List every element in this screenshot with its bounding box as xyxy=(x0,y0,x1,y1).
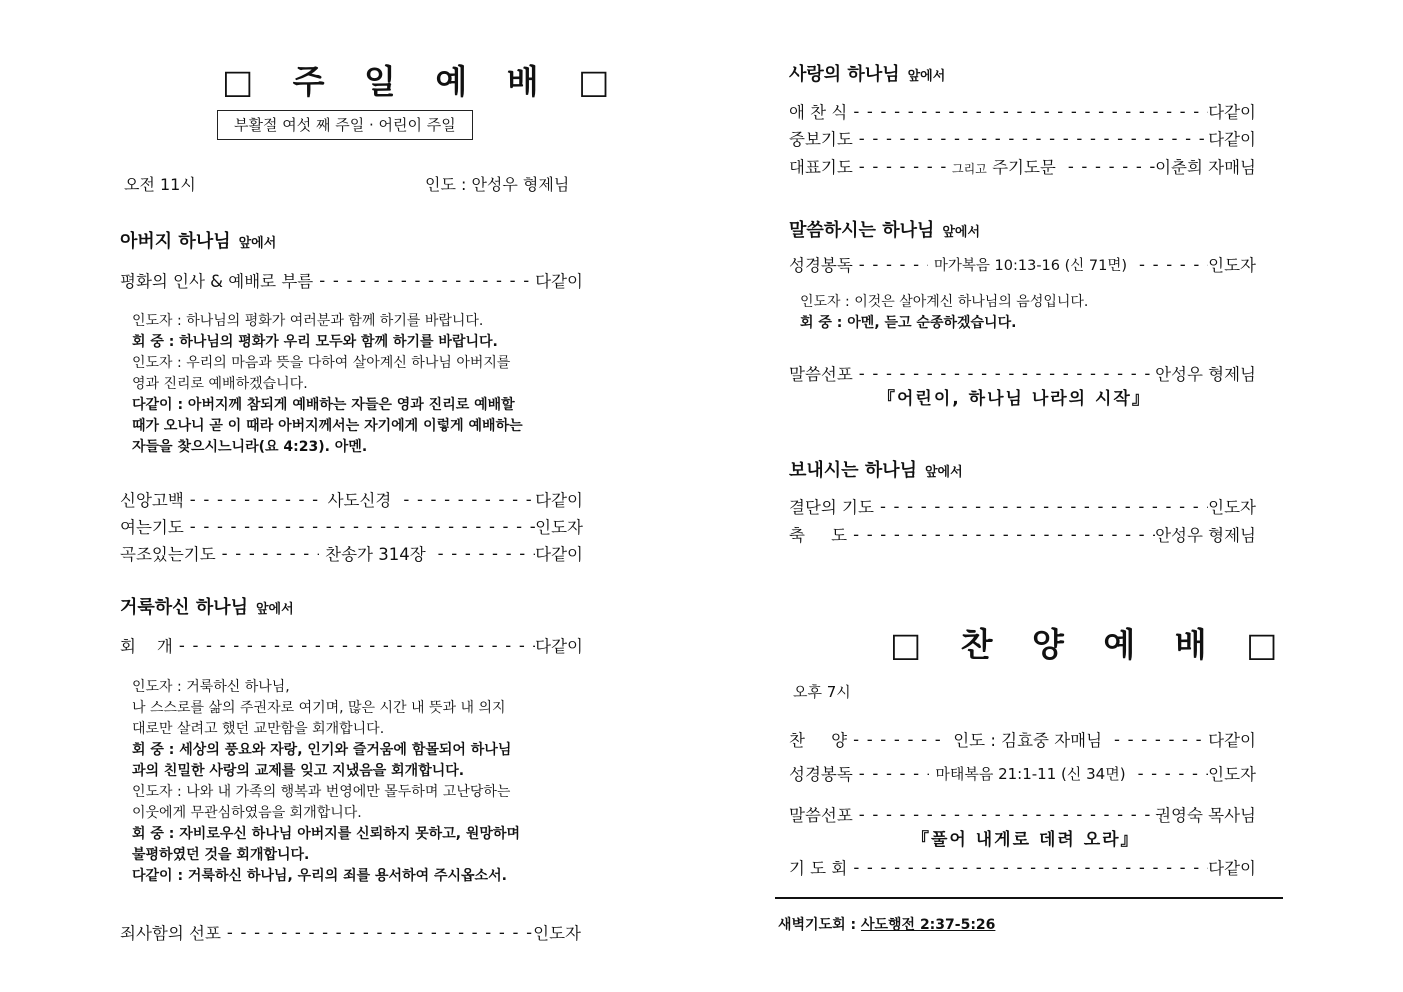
repentance-responsive-reading xyxy=(132,677,520,887)
dawn-prayer-note xyxy=(778,914,995,934)
decision-prayer-row: 결단의 기도 - - - 인도자 xyxy=(789,494,1256,518)
resp-line: 때가 오나니 곧 이 때라 아버지께서는 자기에게 이렇게 예배하는 xyxy=(132,418,523,434)
resp-line: 불평하였던 것을 회개합니다. xyxy=(132,847,310,863)
service-time: 오전 11시 xyxy=(124,175,196,194)
resp-line: 이웃에게 무관심하였음을 회개합니다. xyxy=(132,805,362,821)
resp-line: 과의 친밀한 사랑의 교제를 잊고 지냈음을 회개합니다. xyxy=(132,763,465,779)
section-heading-word: 말씀하시는 하나님 앞에서 xyxy=(789,220,981,241)
greeting-row: 평화의 인사 & 예배로 부름 - - - 다같이 xyxy=(120,268,583,292)
resp-line: 대로만 살려고 했던 교만함을 회개합니다. xyxy=(132,721,385,737)
resp-line: 인도자 : 거룩하신 하나님, xyxy=(132,679,290,695)
scripture-reading-row: 성경봉독 - - - 마가복음 10:13-16 (신 71면) - - - 인도자 xyxy=(789,252,1256,276)
resp-line: 나 스스로를 삶의 주권자로 여기며, 많은 시간 내 뜻과 내 의지 xyxy=(132,700,506,716)
resp-line: 인도자 : 하나님의 평화가 여러분과 함께 하기를 바랍니다. xyxy=(132,313,484,329)
resp-line: 인도자 : 나와 내 가족의 행복과 번영에만 몰두하며 고난당하는 xyxy=(132,784,511,800)
service-subtitle: 부활절 여섯 째 주일 · 어린이 주일 xyxy=(217,110,473,140)
sermon-title: 『어린이, 하나님 나라의 시작』 xyxy=(878,389,1151,409)
word-responsive-reading xyxy=(800,292,1088,334)
hymn-prayer-row: 곡조있는기도 - - - 찬송가 314장 - - - 다같이 xyxy=(120,541,583,565)
praise-time: 오후 7시 xyxy=(793,683,851,701)
resp-line: 다같이 : 거룩하신 하나님, 우리의 죄를 용서하여 주시옵소서. xyxy=(132,868,507,884)
footer-divider xyxy=(775,897,1283,899)
resp-line: 영과 진리로 예배하겠습니다. xyxy=(132,376,308,392)
sermon-row: 말씀선포 - - - 안성우 형제님 xyxy=(789,361,1256,385)
resp-line: 회 중 : 자비로우신 하나님 아버지를 신뢰하지 못하고, 원망하며 xyxy=(132,826,521,842)
section-heading-father: 아버지 하나님 앞에서 xyxy=(120,231,277,252)
section-heading-holy: 거룩하신 하나님 앞에서 xyxy=(120,597,294,618)
resp-line: 다같이 : 아버지께 참되게 예배하는 자들은 영과 진리로 예배할 xyxy=(132,397,515,413)
praise-reading-row: 성경봉독 - - - 마태복음 21:1-11 (신 34면) - - - 인도자 xyxy=(789,761,1256,785)
intercession-row: 중보기도 - - - 다같이 xyxy=(789,126,1256,150)
greeting-responsive-reading xyxy=(132,311,523,458)
repentance-row: 회 개 - - - 다같이 xyxy=(120,633,583,657)
benediction-row: 축 도 - - - 안성우 형제님 xyxy=(789,522,1256,546)
resp-line: 회 중 : 하나님의 평화가 우리 모두와 함께 하기를 바랍니다. xyxy=(132,334,498,350)
dawn-prayer-label: 새벽기도회 : xyxy=(778,917,857,933)
opening-prayer-row: 여는기도 - - - 인도자 xyxy=(120,514,583,538)
absolution-row: 죄사함의 선포 - - - 인도자 xyxy=(120,920,581,944)
prayer-meeting-row: 기 도 회 - - - 다같이 xyxy=(789,855,1256,879)
resp-line: 인도자 : 우리의 마음과 뜻을 다하여 살아계신 하나님 아버지를 xyxy=(132,355,511,371)
section-heading-sending: 보내시는 하나님 앞에서 xyxy=(789,460,963,481)
resp-line: 회 중 : 세상의 풍요와 자랑, 인기와 즐거움에 함몰되어 하나님 xyxy=(132,742,512,758)
resp-line: 회 중 : 아멘, 듣고 순종하겠습니다. xyxy=(800,315,1017,331)
main-service-title: □ 주 일 예 배 □ xyxy=(222,62,624,101)
resp-line: 자들을 찾으시느니라(요 4:23). 아멘. xyxy=(132,439,368,455)
section-heading-love: 사랑의 하나님 앞에서 xyxy=(789,64,946,85)
praise-sermon-row: 말씀선포 - - - 권영숙 목사님 xyxy=(789,802,1256,826)
representative-prayer-row: 대표기도 - - - 그리고 주기도문 - - - 이춘희 자매님 xyxy=(789,154,1256,178)
love-feast-row: 애 찬 식 - - - 다같이 xyxy=(789,99,1256,123)
praise-service-title: □ 찬 양 예 배 □ xyxy=(890,625,1292,664)
resp-line: 인도자 : 이것은 살아계신 하나님의 음성입니다. xyxy=(800,294,1089,310)
praise-sermon-title: 『풀어 내게로 데려 오라』 xyxy=(912,830,1140,850)
creed-row: 신앙고백 - - - 사도신경 - - - 다같이 xyxy=(120,487,583,511)
praise-song-row: 찬 양 - - - 인도 : 김효중 자매님 - - - 다같이 xyxy=(789,727,1256,751)
dawn-prayer-scripture: 사도행전 2:37-5:26 xyxy=(860,917,996,933)
service-leader: 인도 : 안성우 형제님 xyxy=(425,175,570,194)
